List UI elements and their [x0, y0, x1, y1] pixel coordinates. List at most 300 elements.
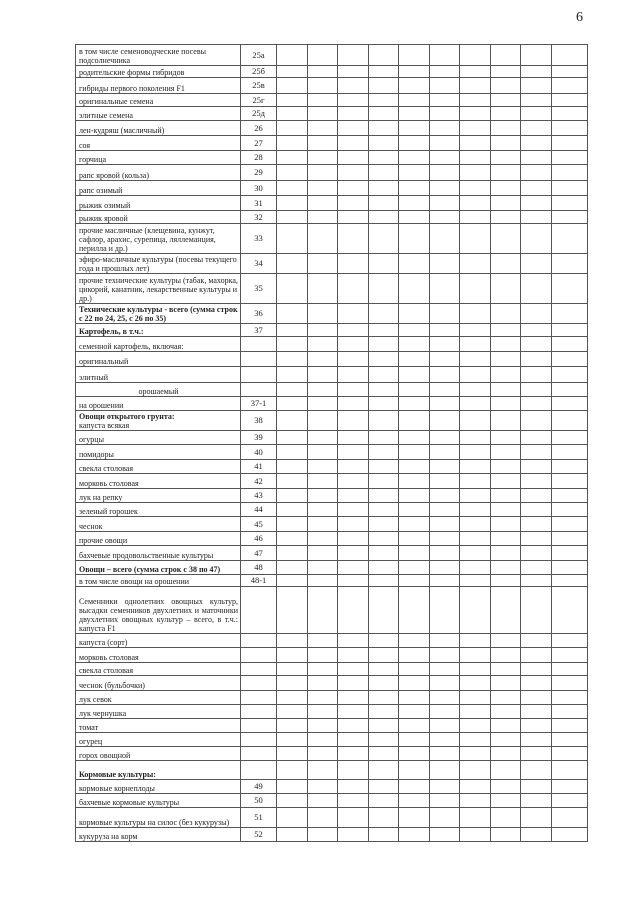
value-cell[interactable]	[521, 761, 552, 780]
value-cell[interactable]	[277, 663, 308, 676]
value-cell[interactable]	[399, 431, 430, 445]
value-cell[interactable]	[430, 383, 460, 397]
value-cell[interactable]	[491, 66, 521, 78]
value-cell[interactable]	[460, 719, 491, 733]
value-cell[interactable]	[338, 254, 369, 274]
value-cell[interactable]	[338, 761, 369, 780]
value-cell[interactable]	[338, 196, 369, 211]
value-cell[interactable]	[552, 66, 588, 78]
value-cell[interactable]	[460, 224, 491, 254]
value-cell[interactable]	[338, 663, 369, 676]
value-cell[interactable]	[308, 45, 338, 66]
value-cell[interactable]	[308, 561, 338, 575]
value-cell[interactable]	[399, 411, 430, 431]
value-cell[interactable]	[369, 367, 399, 383]
value-cell[interactable]	[491, 828, 521, 842]
value-cell[interactable]	[277, 367, 308, 383]
value-cell[interactable]	[399, 337, 430, 352]
value-cell[interactable]	[491, 397, 521, 411]
value-cell[interactable]	[491, 733, 521, 747]
value-cell[interactable]	[399, 663, 430, 676]
value-cell[interactable]	[399, 780, 430, 794]
value-cell[interactable]	[369, 107, 399, 121]
value-cell[interactable]	[399, 676, 430, 691]
value-cell[interactable]	[277, 78, 308, 94]
value-cell[interactable]	[369, 352, 399, 367]
value-cell[interactable]	[399, 691, 430, 705]
value-cell[interactable]	[338, 107, 369, 121]
value-cell[interactable]	[521, 808, 552, 828]
value-cell[interactable]	[491, 181, 521, 196]
value-cell[interactable]	[399, 136, 430, 151]
value-cell[interactable]	[491, 411, 521, 431]
value-cell[interactable]	[521, 489, 552, 503]
value-cell[interactable]	[491, 489, 521, 503]
value-cell[interactable]	[338, 460, 369, 474]
value-cell[interactable]	[277, 45, 308, 66]
value-cell[interactable]	[521, 794, 552, 808]
value-cell[interactable]	[430, 367, 460, 383]
value-cell[interactable]	[369, 151, 399, 165]
value-cell[interactable]	[338, 634, 369, 648]
value-cell[interactable]	[460, 324, 491, 337]
value-cell[interactable]	[430, 648, 460, 663]
value-cell[interactable]	[552, 121, 588, 136]
value-cell[interactable]	[552, 211, 588, 224]
value-cell[interactable]	[552, 411, 588, 431]
value-cell[interactable]	[399, 383, 430, 397]
value-cell[interactable]	[369, 411, 399, 431]
value-cell[interactable]	[308, 224, 338, 254]
value-cell[interactable]	[430, 691, 460, 705]
value-cell[interactable]	[308, 151, 338, 165]
value-cell[interactable]	[521, 337, 552, 352]
value-cell[interactable]	[399, 648, 430, 663]
value-cell[interactable]	[491, 663, 521, 676]
value-cell[interactable]	[338, 517, 369, 532]
value-cell[interactable]	[460, 78, 491, 94]
value-cell[interactable]	[491, 561, 521, 575]
value-cell[interactable]	[460, 352, 491, 367]
value-cell[interactable]	[308, 211, 338, 224]
value-cell[interactable]	[308, 304, 338, 324]
value-cell[interactable]	[338, 794, 369, 808]
value-cell[interactable]	[277, 66, 308, 78]
value-cell[interactable]	[308, 397, 338, 411]
value-cell[interactable]	[369, 587, 399, 634]
value-cell[interactable]	[338, 691, 369, 705]
value-cell[interactable]	[460, 663, 491, 676]
value-cell[interactable]	[491, 431, 521, 445]
value-cell[interactable]	[369, 691, 399, 705]
value-cell[interactable]	[552, 151, 588, 165]
value-cell[interactable]	[277, 224, 308, 254]
value-cell[interactable]	[460, 474, 491, 489]
value-cell[interactable]	[277, 733, 308, 747]
value-cell[interactable]	[521, 367, 552, 383]
value-cell[interactable]	[430, 503, 460, 517]
value-cell[interactable]	[369, 224, 399, 254]
value-cell[interactable]	[430, 136, 460, 151]
value-cell[interactable]	[430, 181, 460, 196]
value-cell[interactable]	[308, 532, 338, 546]
value-cell[interactable]	[308, 196, 338, 211]
value-cell[interactable]	[491, 705, 521, 719]
value-cell[interactable]	[277, 274, 308, 304]
value-cell[interactable]	[552, 367, 588, 383]
value-cell[interactable]	[552, 648, 588, 663]
value-cell[interactable]	[399, 587, 430, 634]
value-cell[interactable]	[308, 808, 338, 828]
value-cell[interactable]	[308, 107, 338, 121]
value-cell[interactable]	[399, 45, 430, 66]
value-cell[interactable]	[338, 489, 369, 503]
value-cell[interactable]	[399, 828, 430, 842]
value-cell[interactable]	[552, 45, 588, 66]
value-cell[interactable]	[491, 676, 521, 691]
value-cell[interactable]	[521, 324, 552, 337]
value-cell[interactable]	[369, 136, 399, 151]
value-cell[interactable]	[460, 705, 491, 719]
value-cell[interactable]	[369, 431, 399, 445]
value-cell[interactable]	[460, 445, 491, 460]
value-cell[interactable]	[460, 587, 491, 634]
value-cell[interactable]	[491, 587, 521, 634]
value-cell[interactable]	[460, 94, 491, 107]
value-cell[interactable]	[491, 337, 521, 352]
value-cell[interactable]	[491, 719, 521, 733]
value-cell[interactable]	[460, 733, 491, 747]
value-cell[interactable]	[521, 460, 552, 474]
value-cell[interactable]	[552, 337, 588, 352]
value-cell[interactable]	[338, 474, 369, 489]
value-cell[interactable]	[399, 474, 430, 489]
value-cell[interactable]	[430, 211, 460, 224]
value-cell[interactable]	[460, 828, 491, 842]
value-cell[interactable]	[308, 411, 338, 431]
value-cell[interactable]	[277, 761, 308, 780]
value-cell[interactable]	[308, 780, 338, 794]
value-cell[interactable]	[460, 780, 491, 794]
value-cell[interactable]	[308, 634, 338, 648]
value-cell[interactable]	[491, 121, 521, 136]
value-cell[interactable]	[521, 634, 552, 648]
value-cell[interactable]	[521, 107, 552, 121]
value-cell[interactable]	[552, 546, 588, 561]
value-cell[interactable]	[399, 66, 430, 78]
value-cell[interactable]	[552, 431, 588, 445]
value-cell[interactable]	[460, 337, 491, 352]
value-cell[interactable]	[491, 503, 521, 517]
value-cell[interactable]	[430, 411, 460, 431]
value-cell[interactable]	[277, 489, 308, 503]
value-cell[interactable]	[491, 474, 521, 489]
value-cell[interactable]	[399, 445, 430, 460]
value-cell[interactable]	[430, 107, 460, 121]
value-cell[interactable]	[369, 196, 399, 211]
value-cell[interactable]	[521, 517, 552, 532]
value-cell[interactable]	[369, 94, 399, 107]
value-cell[interactable]	[521, 151, 552, 165]
value-cell[interactable]	[430, 663, 460, 676]
value-cell[interactable]	[338, 94, 369, 107]
value-cell[interactable]	[338, 808, 369, 828]
value-cell[interactable]	[491, 352, 521, 367]
value-cell[interactable]	[277, 587, 308, 634]
value-cell[interactable]	[399, 224, 430, 254]
value-cell[interactable]	[277, 676, 308, 691]
value-cell[interactable]	[399, 561, 430, 575]
value-cell[interactable]	[430, 546, 460, 561]
value-cell[interactable]	[460, 691, 491, 705]
value-cell[interactable]	[338, 324, 369, 337]
value-cell[interactable]	[338, 151, 369, 165]
value-cell[interactable]	[552, 94, 588, 107]
value-cell[interactable]	[399, 181, 430, 196]
value-cell[interactable]	[308, 719, 338, 733]
value-cell[interactable]	[491, 691, 521, 705]
value-cell[interactable]	[369, 460, 399, 474]
value-cell[interactable]	[338, 165, 369, 181]
value-cell[interactable]	[399, 274, 430, 304]
value-cell[interactable]	[430, 634, 460, 648]
value-cell[interactable]	[338, 181, 369, 196]
value-cell[interactable]	[430, 780, 460, 794]
value-cell[interactable]	[369, 324, 399, 337]
value-cell[interactable]	[460, 151, 491, 165]
value-cell[interactable]	[552, 733, 588, 747]
value-cell[interactable]	[277, 705, 308, 719]
value-cell[interactable]	[369, 304, 399, 324]
value-cell[interactable]	[552, 165, 588, 181]
value-cell[interactable]	[308, 337, 338, 352]
value-cell[interactable]	[338, 304, 369, 324]
value-cell[interactable]	[552, 780, 588, 794]
value-cell[interactable]	[308, 828, 338, 842]
value-cell[interactable]	[521, 397, 552, 411]
value-cell[interactable]	[308, 733, 338, 747]
value-cell[interactable]	[460, 561, 491, 575]
value-cell[interactable]	[277, 719, 308, 733]
value-cell[interactable]	[460, 460, 491, 474]
value-cell[interactable]	[491, 196, 521, 211]
value-cell[interactable]	[460, 676, 491, 691]
value-cell[interactable]	[369, 211, 399, 224]
value-cell[interactable]	[521, 503, 552, 517]
value-cell[interactable]	[369, 445, 399, 460]
value-cell[interactable]	[552, 561, 588, 575]
value-cell[interactable]	[399, 397, 430, 411]
value-cell[interactable]	[308, 691, 338, 705]
value-cell[interactable]	[552, 691, 588, 705]
value-cell[interactable]	[369, 78, 399, 94]
value-cell[interactable]	[308, 489, 338, 503]
value-cell[interactable]	[369, 45, 399, 66]
value-cell[interactable]	[399, 719, 430, 733]
value-cell[interactable]	[460, 546, 491, 561]
value-cell[interactable]	[369, 747, 399, 761]
value-cell[interactable]	[430, 808, 460, 828]
value-cell[interactable]	[552, 517, 588, 532]
value-cell[interactable]	[399, 78, 430, 94]
value-cell[interactable]	[277, 94, 308, 107]
value-cell[interactable]	[369, 66, 399, 78]
value-cell[interactable]	[338, 431, 369, 445]
value-cell[interactable]	[460, 517, 491, 532]
value-cell[interactable]	[460, 383, 491, 397]
value-cell[interactable]	[460, 397, 491, 411]
value-cell[interactable]	[430, 431, 460, 445]
value-cell[interactable]	[430, 489, 460, 503]
value-cell[interactable]	[430, 337, 460, 352]
value-cell[interactable]	[460, 794, 491, 808]
value-cell[interactable]	[521, 196, 552, 211]
value-cell[interactable]	[430, 575, 460, 587]
value-cell[interactable]	[491, 165, 521, 181]
value-cell[interactable]	[430, 94, 460, 107]
value-cell[interactable]	[552, 254, 588, 274]
value-cell[interactable]	[430, 587, 460, 634]
value-cell[interactable]	[277, 828, 308, 842]
value-cell[interactable]	[277, 794, 308, 808]
value-cell[interactable]	[338, 211, 369, 224]
value-cell[interactable]	[338, 224, 369, 254]
value-cell[interactable]	[430, 719, 460, 733]
value-cell[interactable]	[521, 719, 552, 733]
value-cell[interactable]	[521, 474, 552, 489]
value-cell[interactable]	[399, 705, 430, 719]
value-cell[interactable]	[338, 503, 369, 517]
value-cell[interactable]	[277, 532, 308, 546]
value-cell[interactable]	[308, 181, 338, 196]
value-cell[interactable]	[308, 94, 338, 107]
value-cell[interactable]	[308, 78, 338, 94]
value-cell[interactable]	[430, 224, 460, 254]
value-cell[interactable]	[460, 532, 491, 546]
value-cell[interactable]	[338, 136, 369, 151]
value-cell[interactable]	[369, 517, 399, 532]
value-cell[interactable]	[521, 575, 552, 587]
value-cell[interactable]	[308, 352, 338, 367]
value-cell[interactable]	[277, 383, 308, 397]
value-cell[interactable]	[521, 828, 552, 842]
value-cell[interactable]	[460, 121, 491, 136]
value-cell[interactable]	[430, 352, 460, 367]
value-cell[interactable]	[552, 587, 588, 634]
value-cell[interactable]	[308, 676, 338, 691]
value-cell[interactable]	[552, 719, 588, 733]
value-cell[interactable]	[491, 94, 521, 107]
value-cell[interactable]	[552, 460, 588, 474]
value-cell[interactable]	[552, 78, 588, 94]
value-cell[interactable]	[460, 196, 491, 211]
value-cell[interactable]	[308, 474, 338, 489]
value-cell[interactable]	[491, 304, 521, 324]
value-cell[interactable]	[552, 196, 588, 211]
value-cell[interactable]	[552, 181, 588, 196]
value-cell[interactable]	[430, 324, 460, 337]
value-cell[interactable]	[338, 575, 369, 587]
value-cell[interactable]	[399, 794, 430, 808]
value-cell[interactable]	[430, 165, 460, 181]
value-cell[interactable]	[430, 794, 460, 808]
value-cell[interactable]	[552, 324, 588, 337]
value-cell[interactable]	[460, 575, 491, 587]
value-cell[interactable]	[552, 575, 588, 587]
value-cell[interactable]	[369, 634, 399, 648]
value-cell[interactable]	[491, 136, 521, 151]
value-cell[interactable]	[430, 761, 460, 780]
value-cell[interactable]	[308, 575, 338, 587]
value-cell[interactable]	[491, 224, 521, 254]
value-cell[interactable]	[369, 663, 399, 676]
value-cell[interactable]	[521, 663, 552, 676]
value-cell[interactable]	[552, 352, 588, 367]
value-cell[interactable]	[399, 196, 430, 211]
value-cell[interactable]	[521, 352, 552, 367]
value-cell[interactable]	[521, 747, 552, 761]
value-cell[interactable]	[460, 165, 491, 181]
value-cell[interactable]	[277, 747, 308, 761]
value-cell[interactable]	[369, 719, 399, 733]
value-cell[interactable]	[430, 676, 460, 691]
value-cell[interactable]	[491, 575, 521, 587]
value-cell[interactable]	[338, 121, 369, 136]
value-cell[interactable]	[521, 304, 552, 324]
value-cell[interactable]	[308, 324, 338, 337]
value-cell[interactable]	[277, 337, 308, 352]
value-cell[interactable]	[460, 808, 491, 828]
value-cell[interactable]	[521, 733, 552, 747]
value-cell[interactable]	[399, 94, 430, 107]
value-cell[interactable]	[491, 383, 521, 397]
value-cell[interactable]	[521, 587, 552, 634]
value-cell[interactable]	[277, 561, 308, 575]
value-cell[interactable]	[430, 254, 460, 274]
value-cell[interactable]	[521, 254, 552, 274]
value-cell[interactable]	[552, 532, 588, 546]
value-cell[interactable]	[338, 274, 369, 304]
value-cell[interactable]	[460, 503, 491, 517]
value-cell[interactable]	[399, 107, 430, 121]
value-cell[interactable]	[521, 94, 552, 107]
value-cell[interactable]	[552, 304, 588, 324]
value-cell[interactable]	[521, 45, 552, 66]
value-cell[interactable]	[491, 324, 521, 337]
value-cell[interactable]	[521, 121, 552, 136]
value-cell[interactable]	[552, 489, 588, 503]
value-cell[interactable]	[430, 45, 460, 66]
value-cell[interactable]	[430, 561, 460, 575]
value-cell[interactable]	[308, 383, 338, 397]
value-cell[interactable]	[308, 431, 338, 445]
value-cell[interactable]	[491, 274, 521, 304]
value-cell[interactable]	[399, 503, 430, 517]
value-cell[interactable]	[430, 121, 460, 136]
value-cell[interactable]	[338, 676, 369, 691]
value-cell[interactable]	[491, 445, 521, 460]
value-cell[interactable]	[491, 634, 521, 648]
value-cell[interactable]	[308, 663, 338, 676]
value-cell[interactable]	[338, 705, 369, 719]
value-cell[interactable]	[521, 705, 552, 719]
value-cell[interactable]	[338, 383, 369, 397]
value-cell[interactable]	[308, 587, 338, 634]
value-cell[interactable]	[460, 648, 491, 663]
value-cell[interactable]	[308, 705, 338, 719]
value-cell[interactable]	[491, 78, 521, 94]
value-cell[interactable]	[308, 121, 338, 136]
